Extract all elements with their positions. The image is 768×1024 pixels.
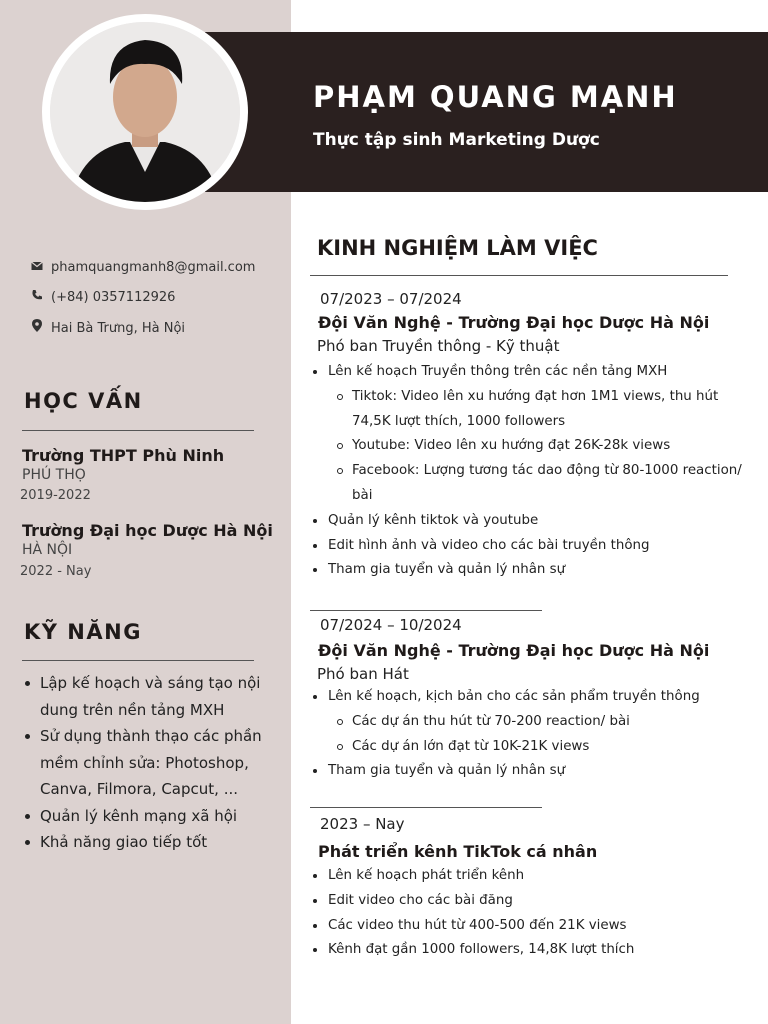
job-organization: Phát triển kênh TikTok cá nhân <box>318 842 598 861</box>
skills-divider <box>22 660 254 661</box>
skills-list <box>22 670 272 856</box>
school-location: PHÚ THỌ <box>22 467 86 483</box>
location-pin-icon <box>30 319 44 336</box>
sub-bullet-item: Youtube: Video lên xu hướng đạt 26K-28k views <box>309 434 749 459</box>
sub-bullet-item: Các dự án thu hút từ 70-200 reaction/ bài <box>309 710 749 735</box>
contact-email[interactable] <box>30 260 255 275</box>
job-position: Phó ban Hát <box>317 665 409 683</box>
job-bullets <box>309 864 749 963</box>
job-organization: Đội Văn Nghệ - Trường Đại học Dược Hà Nội <box>318 313 710 332</box>
bullet-item: Quản lý kênh tiktok và youtube <box>309 509 749 534</box>
job-period: 07/2023 – 07/2024 <box>320 290 462 308</box>
school-name: Trường Đại học Dược Hà Nội <box>22 521 273 540</box>
sub-bullet-item: Các dự án lớn đạt từ 10K-21K views <box>309 735 749 760</box>
bullet-item: Lên kế hoạch Truyền thông trên các nền tảng MXH <box>309 360 749 385</box>
experience-divider <box>310 275 728 276</box>
school-years: 2019-2022 <box>20 488 91 503</box>
contact-phone[interactable] <box>30 289 175 305</box>
section-divider <box>310 807 542 808</box>
school-years: 2022 - Nay <box>20 564 92 579</box>
skill-item: Lập kế hoạch và sáng tạo nội dung trên nền tảng MXH <box>22 670 272 723</box>
job-title: Thực tập sinh Marketing Dược <box>313 130 600 150</box>
bullet-item: Tham gia tuyển và quản lý nhân sự <box>309 558 749 583</box>
job-period: 2023 – Nay <box>320 815 405 833</box>
address-text: Hai Bà Trưng, Hà Nội <box>51 321 186 336</box>
phone-icon <box>30 289 44 305</box>
job-bullets <box>309 360 749 583</box>
bullet-item: Tham gia tuyển và quản lý nhân sự <box>309 759 749 784</box>
job-period: 07/2024 – 10/2024 <box>320 616 462 634</box>
sub-bullet-item: Facebook: Lượng tương tác dao động từ 80-1000 reaction/ bài <box>309 459 749 509</box>
portrait-photo <box>50 22 240 202</box>
skill-item: Khả năng giao tiếp tốt <box>22 829 272 856</box>
bullet-item: Các video thu hút từ 400-500 đến 21K views <box>309 914 749 939</box>
job-bullets <box>309 685 749 784</box>
contact-address <box>30 319 185 336</box>
email-text: phamquangmanh8@gmail.com <box>51 260 256 275</box>
mail-icon <box>30 260 44 275</box>
job-position: Phó ban Truyền thông - Kỹ thuật <box>317 337 560 355</box>
experience-heading: KINH NGHIỆM LÀM VIỆC <box>317 236 598 260</box>
job-organization: Đội Văn Nghệ - Trường Đại học Dược Hà Nội <box>318 641 710 660</box>
avatar <box>50 22 240 202</box>
bullet-item: Lên kế hoạch, kịch bản cho các sản phẩm truyền thông <box>309 685 749 710</box>
candidate-name: PHẠM QUANG MẠNH <box>313 80 678 114</box>
skills-heading: KỸ NĂNG <box>24 620 142 644</box>
bullet-item: Lên kế hoạch phát triển kênh <box>309 864 749 889</box>
skill-item: Quản lý kênh mạng xã hội <box>22 803 272 830</box>
school-name: Trường THPT Phù Ninh <box>22 446 225 465</box>
phone-text: (+84) 0357112926 <box>51 290 176 305</box>
bullet-item: Edit video cho các bài đăng <box>309 889 749 914</box>
bullet-item: Kênh đạt gần 1000 followers, 14,8K lượt thích <box>309 938 749 963</box>
education-heading: HỌC VẤN <box>24 389 143 413</box>
skill-item: Sử dụng thành thạo các phần mềm chỉnh sửa: Photoshop, Canva, Filmora, Capcut, ... <box>22 723 272 803</box>
sub-bullet-item: Tiktok: Video lên xu hướng đạt hơn 1M1 views, thu hút 74,5K lượt thích, 1000 followers <box>309 385 749 435</box>
section-divider <box>310 610 542 611</box>
bullet-item: Edit hình ảnh và video cho các bài truyền thông <box>309 534 749 559</box>
education-divider <box>22 430 254 431</box>
school-location: HÀ NỘI <box>22 542 73 558</box>
